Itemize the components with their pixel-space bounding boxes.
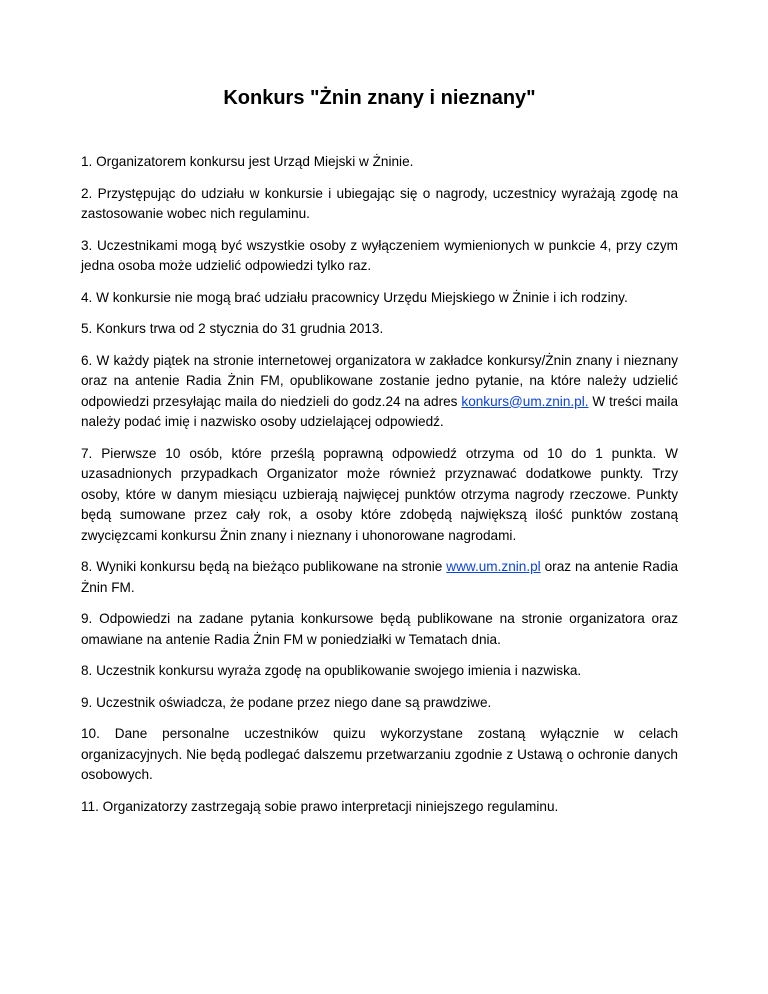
document-title: Konkurs "Żnin znany i nieznany" xyxy=(223,87,536,109)
rule-8-text-before: 8. Wyniki konkursu będą na bieżąco publikowane na stronie xyxy=(81,559,447,574)
rule-6 xyxy=(81,351,678,433)
rule-8-consent: 8. Uczestnik konkursu wyraża zgodę na opublikowanie swojego imienia i nazwiska. xyxy=(81,663,582,678)
rule-3: 3. Uczestnikami mogą być wszystkie osoby z wyłączeniem wymienionych w punkcie 4, przy czym jedna osoba może udzielić odpowiedzi tylko raz. xyxy=(81,237,678,273)
rule-7: 7. Pierwsze 10 osób, które prześlą poprawną odpowiedź otrzyma od 10 do 1 punkta. W uzasadnionych przypadkach Organizator może również przyznawać dodatkowe punkty. Trzy osoby, które w danym miesiącu uzbierają najwięcej punktów otrzyma nagrody rzeczowe. Punkty będą sumowane przez cały rok, a osoby które zdobędą największą ilość punktów zostaną zwycięzcami konkursu Żnin znany i nieznany i uhonorowane nagrodami. xyxy=(81,445,678,543)
rule-4: 4. W konkursie nie mogą brać udziału pracownicy Urzędu Miejskiego w Żninie i ich rodziny. xyxy=(81,289,628,305)
rule-6-text-after: W treści maila należy podać imię i nazwisko osoby udzielającej odpowiedź. xyxy=(81,393,678,429)
rule-1: 1. Organizatorem konkursu jest Urząd Miejski w Żninie. xyxy=(81,154,414,169)
rule-5: 5. Konkurs trwa od 2 stycznia do 31 grudnia 2013. xyxy=(81,321,384,336)
rule-6-text-before: 6. W każdy piątek na stronie internetowej organizatora w zakładce konkursy/Żnin znany i nieznany oraz na antenie Radia Żnin FM, opublikowane zostanie jedno pytanie, na które należy udzielić odpowiedzi przesyłając maila do niedzieli do godz.24 na adres xyxy=(81,352,678,409)
rule-10: 10. Dane personalne uczestników quizu wykorzystane zostaną wyłącznie w celach organizacyjnych. Nie będą podlegać dalszemu przetwarzaniu zgodnie z Ustawą o ochronie danych osobowych. xyxy=(81,726,678,782)
rule-9-declaration: 9. Uczestnik oświadcza, że podane przez niego dane są prawdziwe. xyxy=(81,694,492,710)
rule-9-answers: 9. Odpowiedzi na zadane pytania konkursowe będą publikowane na stronie organizatora oraz omawiane na antenie Radia Żnin FM w poniedziałki w Tematach dnia. xyxy=(81,611,678,647)
rule-8-text-after: oraz na antenie Radia Żnin FM. xyxy=(81,559,678,595)
rule-2: 2. Przystępując do udziału w konkursie i ubiegając się o nagrody, uczestnicy wyrażają zgodę na zastosowanie wobec nich regulaminu. xyxy=(81,185,678,221)
website-link[interactable]: www.um.znin.pl xyxy=(446,559,541,574)
contest-email-link[interactable]: konkurs@um.znin.pl. xyxy=(461,393,589,409)
rule-11: 11. Organizatorzy zastrzegają sobie prawo interpretacji niniejszego regulaminu. xyxy=(81,798,559,814)
rule-8-results xyxy=(81,557,678,598)
